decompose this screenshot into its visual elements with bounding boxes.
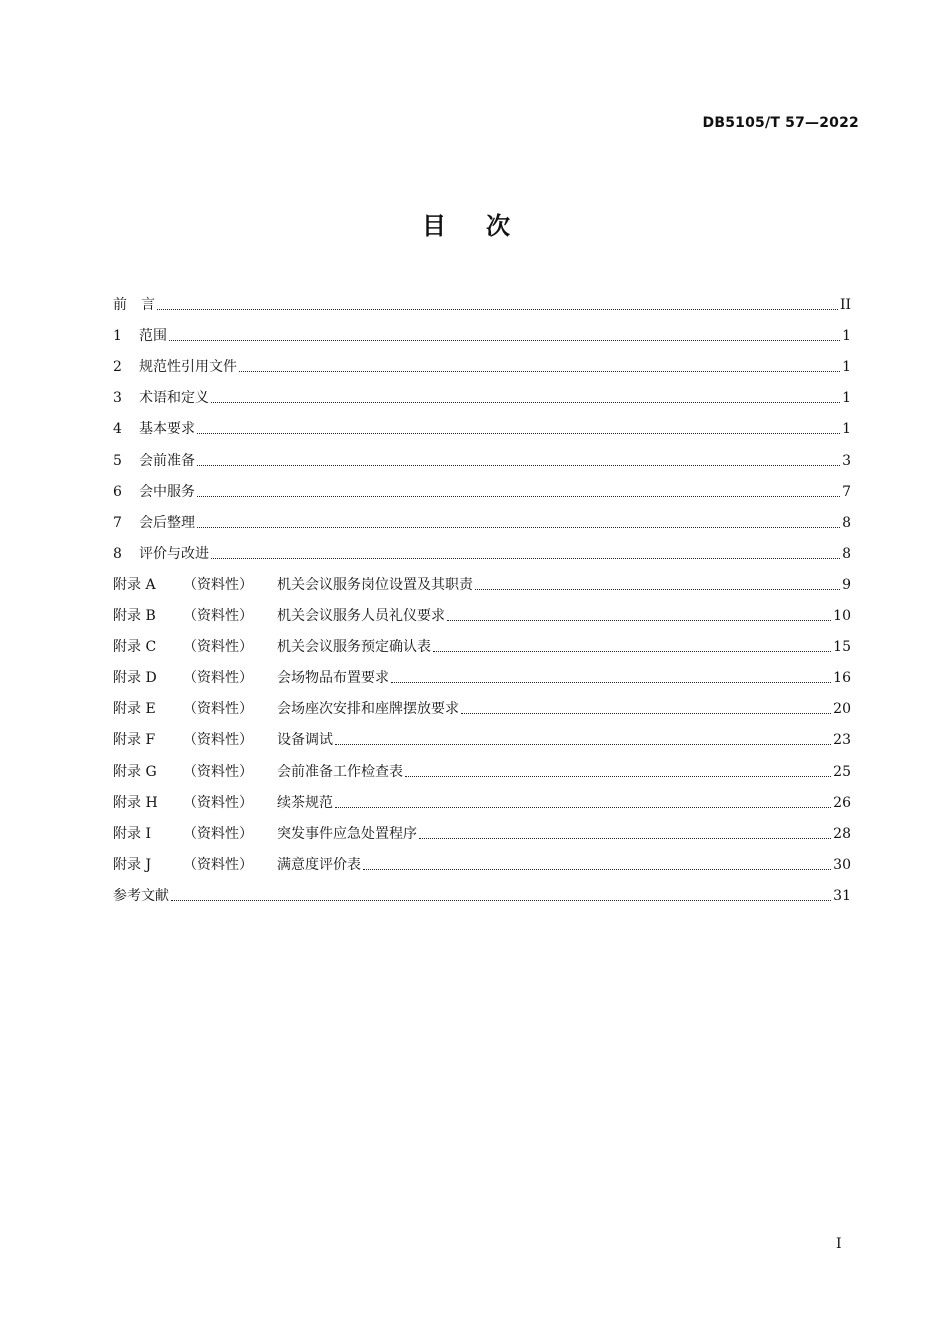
appendix-title: 机关会议服务人员礼仪要求 [277, 608, 445, 625]
appendix-label: 附录 B [113, 608, 156, 625]
toc-entry-page: 8 [842, 514, 851, 531]
toc-entry-number: 6 [113, 483, 122, 500]
dot-leader [405, 776, 831, 777]
appendix-type: （资料性） [183, 639, 253, 656]
toc-entry-appendix[interactable] [113, 718, 851, 749]
toc-entry-number: 7 [113, 514, 122, 531]
toc-entry-page: 1 [842, 421, 851, 438]
appendix-title: 机关会议服务预定确认表 [277, 639, 431, 656]
document-code: DB5105/T 57—2022 [702, 115, 859, 131]
toc-entry-page: 23 [833, 732, 851, 749]
dot-leader [461, 713, 831, 714]
toc-entry-appendix[interactable] [113, 594, 851, 625]
toc-entry-title: 范围 [139, 328, 167, 345]
dot-leader [475, 589, 840, 590]
toc-entry-section[interactable] [113, 376, 851, 407]
toc-entry-section[interactable] [113, 532, 851, 563]
toc-entry-page: 1 [842, 359, 851, 376]
appendix-title: 会前准备工作检查表 [277, 763, 403, 780]
toc-entry-page: 15 [833, 639, 851, 656]
dot-leader [239, 371, 840, 372]
toc-entry-appendix[interactable] [113, 656, 851, 687]
toc-entry-page: 10 [833, 608, 851, 625]
appendix-label: 附录 F [113, 732, 156, 749]
appendix-type: （资料性） [183, 794, 253, 811]
dot-leader [335, 807, 831, 808]
appendix-label: 附录 G [113, 763, 157, 780]
appendix-type: （资料性） [183, 670, 253, 687]
toc-entry-section[interactable] [113, 438, 851, 469]
toc-entry-page: 3 [842, 452, 851, 469]
appendix-label: 附录 I [113, 825, 151, 842]
appendix-title: 设备调试 [277, 732, 333, 749]
toc-entry-number: 5 [113, 452, 122, 469]
dot-leader [391, 682, 831, 683]
appendix-type: （资料性） [183, 608, 253, 625]
dot-leader [197, 496, 840, 497]
toc-entry-references[interactable] [113, 874, 851, 905]
toc-entry-appendix[interactable] [113, 812, 851, 843]
toc-entry-page: 25 [833, 763, 851, 780]
appendix-title: 机关会议服务岗位设置及其职责 [277, 576, 473, 593]
toc-entry-number: 8 [113, 545, 122, 562]
appendix-type: （资料性） [183, 701, 253, 718]
toc-entry-title: 评价与改进 [139, 545, 209, 562]
toc-entry-title: 术语和定义 [139, 390, 209, 407]
appendix-title: 续茶规范 [277, 794, 333, 811]
dot-leader [419, 838, 831, 839]
dot-leader [211, 558, 840, 559]
dot-leader [211, 402, 840, 403]
toc-entry-number: 3 [113, 390, 122, 407]
toc-entry-title: 基本要求 [139, 421, 195, 438]
dot-leader [433, 651, 831, 652]
toc-entry-section[interactable] [113, 470, 851, 501]
toc-entry-appendix[interactable] [113, 781, 851, 812]
toc-entry-page: 7 [842, 483, 851, 500]
dot-leader [363, 869, 831, 870]
appendix-type: （资料性） [183, 576, 253, 593]
toc-title: 目次 [422, 212, 550, 240]
toc-entry-appendix[interactable] [113, 563, 851, 594]
appendix-title: 会场物品布置要求 [277, 670, 389, 687]
toc-entry-page: 1 [842, 390, 851, 407]
toc-entry-section[interactable] [113, 345, 851, 376]
appendix-title: 会场座次安排和座牌摆放要求 [277, 701, 459, 718]
dot-leader [171, 900, 831, 901]
toc-entry-page: 28 [833, 825, 851, 842]
toc-entry-section[interactable] [113, 407, 851, 438]
toc-entry-appendix[interactable] [113, 625, 851, 656]
toc-entry-appendix[interactable] [113, 843, 851, 874]
toc-entry-number: 2 [113, 359, 122, 376]
toc-entry-page: 16 [833, 670, 851, 687]
dot-leader [197, 465, 840, 466]
dot-leader [157, 309, 838, 310]
toc-entry-page: 1 [842, 328, 851, 345]
toc-entry-appendix[interactable] [113, 749, 851, 780]
toc-entry-section[interactable] [113, 314, 851, 345]
dot-leader [197, 433, 840, 434]
toc-entry-page: 8 [842, 545, 851, 562]
appendix-type: （资料性） [183, 763, 253, 780]
table-of-contents [113, 283, 851, 905]
toc-entry-title: 前 言 [113, 297, 155, 314]
dot-leader [447, 620, 831, 621]
toc-entry-page: 9 [842, 576, 851, 593]
page-number: I [836, 1236, 842, 1252]
appendix-label: 附录 J [113, 856, 152, 873]
toc-entry-foreword[interactable] [113, 283, 851, 314]
toc-entry-page: 31 [833, 887, 851, 904]
toc-entry-appendix[interactable] [113, 687, 851, 718]
appendix-title: 满意度评价表 [277, 856, 361, 873]
appendix-label: 附录 H [113, 794, 158, 811]
dot-leader [197, 527, 840, 528]
appendix-type: （资料性） [183, 856, 253, 873]
dot-leader [335, 744, 831, 745]
appendix-type: （资料性） [183, 825, 253, 842]
toc-entry-title: 会中服务 [139, 483, 195, 500]
appendix-label: 附录 D [113, 670, 157, 687]
toc-entry-title: 会后整理 [139, 514, 195, 531]
dot-leader [169, 340, 840, 341]
toc-entry-page: 26 [833, 794, 851, 811]
toc-entry-title: 会前准备 [139, 452, 195, 469]
appendix-title: 突发事件应急处置程序 [277, 825, 417, 842]
toc-entry-number: 1 [113, 328, 122, 345]
appendix-label: 附录 A [113, 576, 156, 593]
toc-entry-number: 4 [113, 421, 122, 438]
appendix-label: 附录 C [113, 639, 157, 656]
appendix-type: （资料性） [183, 732, 253, 749]
toc-entry-page: 30 [833, 856, 851, 873]
toc-entry-page: 20 [833, 701, 851, 718]
appendix-label: 附录 E [113, 701, 156, 718]
toc-entry-section[interactable] [113, 501, 851, 532]
toc-entry-page: II [839, 297, 851, 314]
toc-entry-title: 参考文献 [113, 887, 169, 904]
toc-entry-title: 规范性引用文件 [139, 359, 237, 376]
